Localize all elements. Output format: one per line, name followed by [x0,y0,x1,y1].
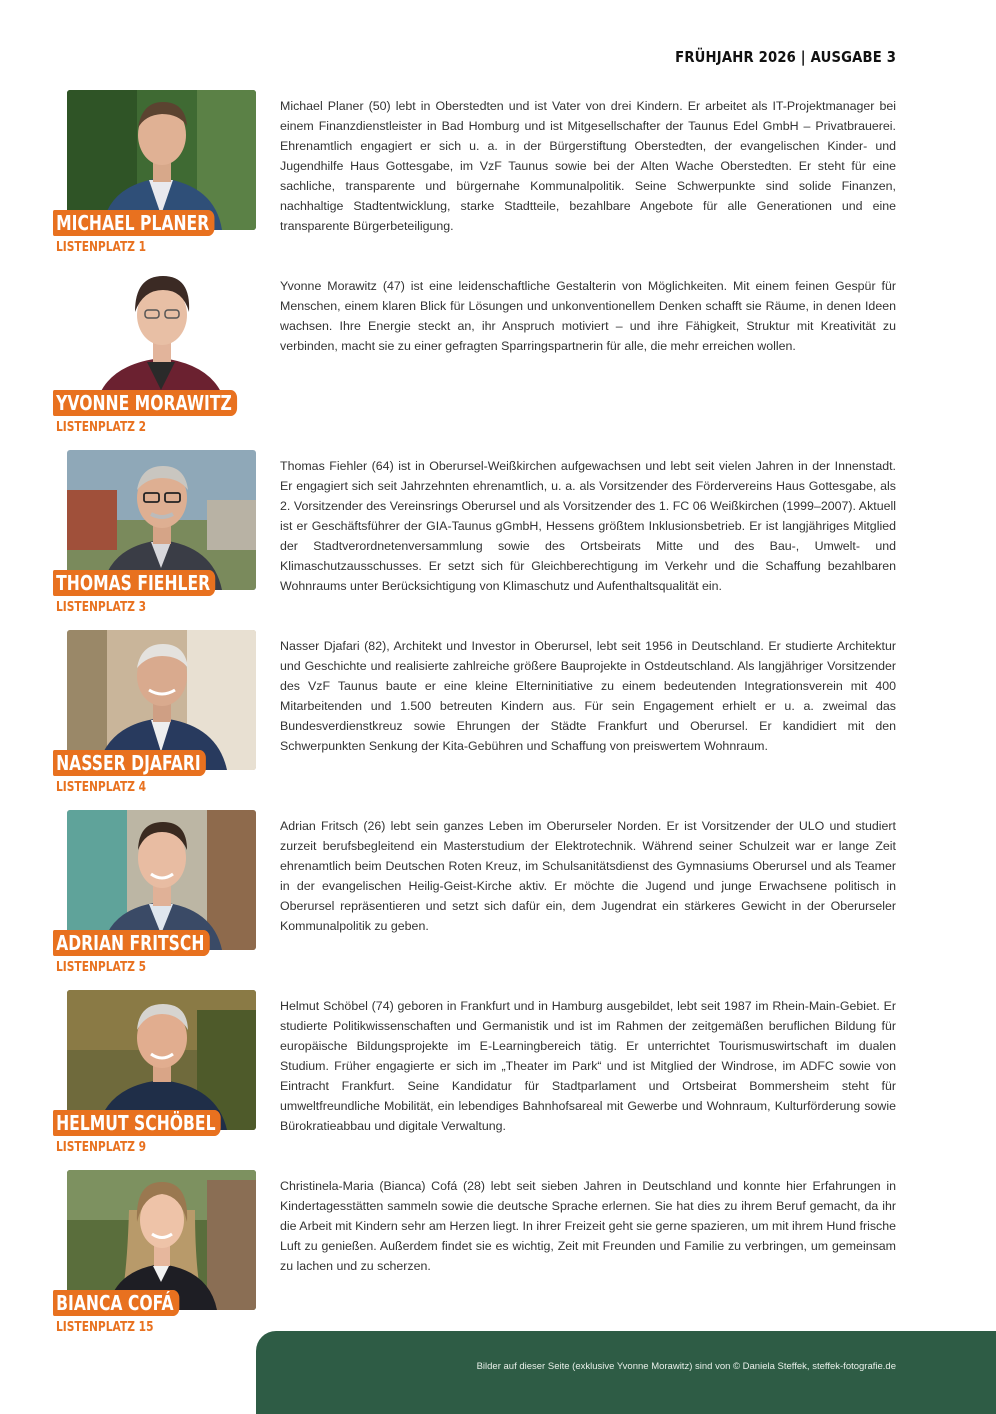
candidate-card [0,1170,996,1350]
candidate-card [0,270,996,450]
candidate-name: THOMAS FIEHLER [53,570,216,596]
list-position: LISTENPLATZ 1 [56,240,147,255]
candidate-photo [67,990,256,1130]
edition-header: FRÜHJAHR 2026 | AUSGABE 3 [675,48,896,66]
candidate-bio: Helmut Schöbel (74) geboren in Frankfurt und in Hamburg ausgebildet, lebt seit 1987 im Rhein-Main-Gebiet. Er studierte Politikwissenschaften und Germanistik und ist im Rahmen der zeitgemäßen beruflichen Bildung für europäische Bildungsprojekte im E-Learningbereich tätig. Er unterrichtet Tourismuswirtschaft im dualen Studium. Früher engagierte er sich im „Theater im Park“ und ist Mitglied der Windrose, im ADFC sowie von Eintracht Frankfurt. Seine Kandidatur für Stadtparlament und Ortsbeirat Bommersheim steht für umweltfreundliche Mobilität, ein lebendiges Bahnhofsareal mit Gewerbe und Wohnraum, Kulturförderung sowie Bürokratieabbau und digitale Verwaltung. [280,999,896,1133]
candidate-bio: Christinela-Maria (Bianca) Cofá (28) lebt seit sieben Jahren in Deutschland und konnte hier Erfahrungen in Kindertagesstätten sammeln sowie die deutsche Sprache erlernen. Sie hat dies zu ihrem Beruf gemacht, da ihr die Arbeit mit Kindern sehr am Herzen liegt. In ihrer Freizeit geht sie gerne spazieren, um mit ihrem Hund frische Luft zu genießen. Außerdem findet sie es wichtig, Zeit mit Freunden und Familie zu verbringen, um gemeinsam zu lachen und zu scherzen. [280,1179,896,1273]
footer-bar [256,1331,996,1414]
photo-credit: Bilder auf dieser Seite (exklusive Yvonne Morawitz) sind von © Daniela Steffek, steffek-fotografie.de [476,1361,896,1372]
candidate-name: BIANCA COFÁ [53,1290,179,1316]
candidate-name: NASSER DJAFARI [53,750,206,776]
candidate-photo [67,450,256,590]
candidate-bio: Nasser Djafari (82), Architekt und Investor in Oberursel, lebt seit 1956 in Deutschland. Er studierte Architektur und Geschichte und realisierte zahlreiche größere Bauprojekte in Ostdeutschland. Als langjähriger Vorsitzender des VzF Taunus baute er eine kleine Elterninitiative zu einem bedeutenden Integrationsverein mit 400 Mitarbeitenden und 1.500 betreuten Kindern aus. Für sein Engagement erhielt er u. a. zweimal das Bundesverdienstkreuz sowie Ehrungen der Städte Frankfurt und Oberursel. Er kandidiert mit den Schwerpunkten Senkung der Kita-Gebühren und Schaffung von preiswertem Wohnraum. [280,639,896,753]
candidate-bio: Michael Planer (50) lebt in Oberstedten und ist Vater von drei Kindern. Er arbeitet als IT-Projektmanager bei einem Finanzdienstleister in Bad Homburg und ist Mitgesellschafter der Taunus Edel GmbH – Privatbrauerei. Ehrenamtlich engagiert er sich u. a. in der Bürgerstiftung Oberstedten, der evangelischen Kinder- und Jugendhilfe Haus Gottesgabe, im VzF Taunus sowie bei der Alten Wache Oberstedten. Er steht für eine sachliche, transparente und bürgernahe Kommunalpolitik. Seine Schwerpunkte sind solide Finanzen, nachhaltige Stadtentwicklung, starke Stadtteile, bezahlbare Angebote für alle Generationen und eine transparente Bürgerbeteiligung. [280,99,896,233]
candidate-photo [67,1170,256,1310]
candidate-photo [67,810,256,950]
list-position: LISTENPLATZ 2 [56,420,147,435]
candidate-name: ADRIAN FRITSCH [53,930,210,956]
candidate-card [0,630,996,810]
candidate-name: MICHAEL PLANER [53,210,215,236]
list-position: LISTENPLATZ 4 [56,780,147,795]
candidate-name: HELMUT SCHÖBEL [53,1110,221,1136]
candidate-name: YVONNE MORAWITZ [53,390,237,416]
list-position: LISTENPLATZ 5 [56,960,147,975]
candidate-photo [67,270,256,410]
candidate-card [0,90,996,270]
candidate-photo [67,630,256,770]
list-position: LISTENPLATZ 3 [56,600,147,615]
candidate-bio: Yvonne Morawitz (47) ist eine leidenschaftliche Gestalterin von Möglichkeiten. Mit einem feinen Gespür für Menschen, einem klaren Blick für Lösungen und unkonventionellem Denken schafft sie Räume, in denen Ideen wachsen. Ihre Energie steckt an, ihr Anspruch motiviert – und ihre Fähigkeit, Struktur mit Kreativität zu verbinden, macht sie zu einer gefragten Sparringspartnerin für alle, die mehr erreichen wollen. [280,279,896,353]
candidate-card [0,450,996,630]
candidate-card [0,810,996,990]
candidate-bio: Thomas Fiehler (64) ist in Oberursel-Weißkirchen aufgewachsen und lebt seit vielen Jahren in der Innenstadt. Er engagiert sich seit Jahrzehnten ehrenamtlich, u. a. als Vorsitzender des Fördervereins Haus Gottesgabe, als 2. Vorsitzender des Vereinsrings Oberursel und als Vorsitzender des 1. FC 06 Weißkirchen (1999–2007). Aktuell ist er Geschäftsführer der GIA-Taunus gGmbH, Hessens größtem Inklusionsbetrieb. Er ist langjähriges Mitglied der Stadtverordnetenversammlung sowie des Ortsbeirats Mitte und des Bau-, Umwelt- und Klimaschutzausschusses. Er setzt sich für Gleichberechtigung im Verkehr und die Schaffung bezahlbaren Wohnraums unter Berücksichtigung von Klimaschutz und Aufenthaltsqualität ein. [280,459,896,593]
list-position: LISTENPLATZ 15 [56,1320,154,1335]
candidate-card [0,990,996,1170]
candidate-photo [67,90,256,230]
candidate-bio: Adrian Fritsch (26) lebt sein ganzes Leben im Oberurseler Norden. Er ist Vorsitzender der ULO und studiert zurzeit berufsbegleitend ein Masterstudium der Elektrotechnik. Während seiner Schulzeit war er lange Zeit ehrenamtlich beim Deutschen Roten Kreuz, im Schulsanitätsdienst des Gymnasiums Oberursel und als Teamer in der evangelischen Heilig-Geist-Kirche aktiv. Er möchte die Jugend und junge Erwachsene politisch in Oberursel repräsentieren und setzt sich dafür ein, dem Jugendrat ein stärkeres Gewicht in der Oberurseler Kommunalpolitik zu geben. [280,819,896,933]
list-position: LISTENPLATZ 9 [56,1140,147,1155]
